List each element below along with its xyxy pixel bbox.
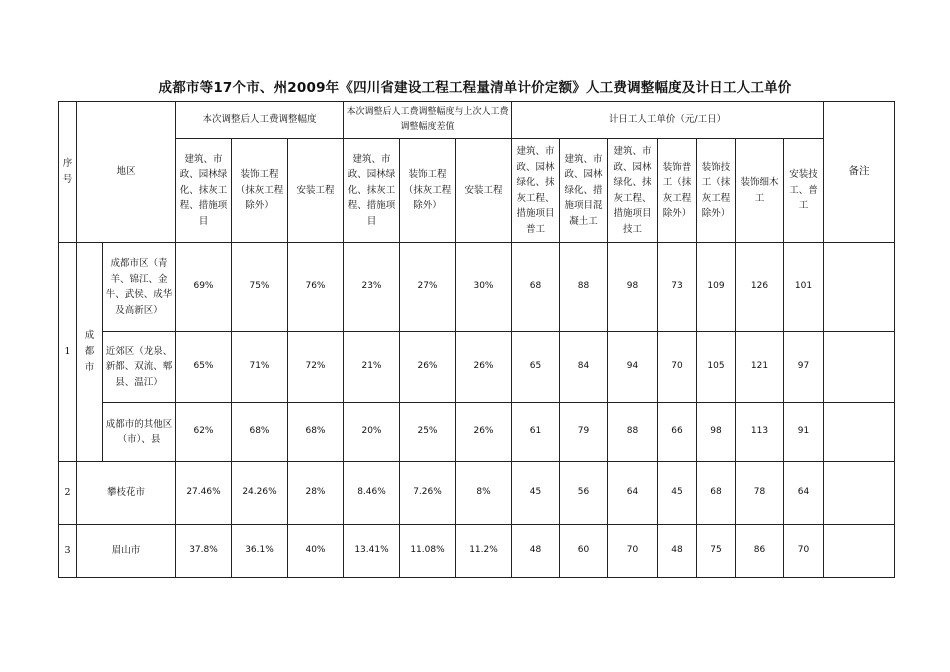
document-title: 成都市等17个市、州2009年《四川省建设工程工程量清单计价定额》人工费调整幅度及计日工人工单价	[158, 80, 792, 96]
value-cell: 48	[658, 525, 697, 578]
g3-col-header: 装饰技工（抹灰工程除外）	[697, 139, 736, 243]
g2-col-header: 安装工程	[456, 139, 512, 243]
value-cell: 68%	[232, 403, 288, 462]
table-row	[59, 525, 895, 578]
g3-col-header: 建筑、市政、园林绿化、抹灰工程、措施项目技工	[608, 139, 658, 243]
remark-cell	[824, 243, 895, 332]
table-row	[59, 332, 895, 403]
value-cell: 72%	[288, 332, 344, 403]
value-cell: 70	[608, 525, 658, 578]
value-cell: 71%	[232, 332, 288, 403]
value-cell: 27%	[400, 243, 456, 332]
value-cell: 23%	[344, 243, 400, 332]
value-cell: 21%	[344, 332, 400, 403]
remark-cell	[824, 525, 895, 578]
value-cell: 11.2%	[456, 525, 512, 578]
value-cell: 45	[658, 462, 697, 525]
seq-cell: 2	[59, 462, 77, 525]
value-cell: 75	[697, 525, 736, 578]
value-cell: 64	[608, 462, 658, 525]
g1-col-header: 安装工程	[288, 139, 344, 243]
value-cell: 109	[697, 243, 736, 332]
value-cell: 88	[560, 243, 608, 332]
value-cell: 60	[560, 525, 608, 578]
value-cell: 65%	[176, 332, 232, 403]
g2-col-header: 装饰工程（抹灰工程除外）	[400, 139, 456, 243]
group2-header: 本次调整后人工费调整幅度与上次人工费调整幅度差值	[344, 102, 512, 139]
g3-col-header: 安装技工、普工	[784, 139, 824, 243]
value-cell: 91	[784, 403, 824, 462]
table-row	[59, 462, 895, 525]
value-cell: 24.26%	[232, 462, 288, 525]
value-cell: 62%	[176, 403, 232, 462]
value-cell: 25%	[400, 403, 456, 462]
region-cell: 近郊区（龙泉、新都、双流、郫县、温江）	[103, 332, 176, 403]
g1-col-header: 装饰工程（抹灰工程除外）	[232, 139, 288, 243]
remark-header: 备注	[824, 102, 895, 243]
value-cell: 68	[512, 243, 560, 332]
value-cell: 65	[512, 332, 560, 403]
value-cell: 13.41%	[344, 525, 400, 578]
seq-cell: 1	[59, 243, 77, 462]
value-cell: 76%	[288, 243, 344, 332]
table-row	[59, 243, 895, 332]
seq-header: 序号	[59, 102, 77, 243]
value-cell: 113	[736, 403, 784, 462]
value-cell: 101	[784, 243, 824, 332]
value-cell: 86	[736, 525, 784, 578]
value-cell: 26%	[456, 403, 512, 462]
g3-col-header: 装饰普工（抹灰工程除外）	[658, 139, 697, 243]
g1-col-header: 建筑、市政、园林绿化、抹灰工程、措施项目	[176, 139, 232, 243]
region-cell: 成都市的其他区（市）、县	[103, 403, 176, 462]
value-cell: 84	[560, 332, 608, 403]
value-cell: 27.46%	[176, 462, 232, 525]
value-cell: 75%	[232, 243, 288, 332]
g3-col-header: 建筑、市政、园林绿化、抹灰工程、措施项目普工	[512, 139, 560, 243]
group3-header: 计日工人工单价（元/工日）	[512, 102, 824, 139]
remark-cell	[824, 332, 895, 403]
value-cell: 88	[608, 403, 658, 462]
value-cell: 79	[560, 403, 608, 462]
value-cell: 68%	[288, 403, 344, 462]
value-cell: 94	[608, 332, 658, 403]
labor-rate-table	[58, 101, 895, 578]
value-cell: 64	[784, 462, 824, 525]
value-cell: 26%	[400, 332, 456, 403]
value-cell: 20%	[344, 403, 400, 462]
value-cell: 70	[658, 332, 697, 403]
value-cell: 28%	[288, 462, 344, 525]
seq-cell: 3	[59, 525, 77, 578]
city-cell: 成都市	[77, 243, 103, 462]
region-cell: 眉山市	[77, 525, 176, 578]
value-cell: 68	[697, 462, 736, 525]
table-row	[59, 403, 895, 462]
g3-col-header: 装饰细木工	[736, 139, 784, 243]
value-cell: 45	[512, 462, 560, 525]
value-cell: 8%	[456, 462, 512, 525]
group1-header: 本次调整后人工费调整幅度	[176, 102, 344, 139]
region-cell: 成都市区（青羊、锦江、金牛、武侯、成华及高新区）	[103, 243, 176, 332]
value-cell: 97	[784, 332, 824, 403]
value-cell: 30%	[456, 243, 512, 332]
value-cell: 121	[736, 332, 784, 403]
value-cell: 56	[560, 462, 608, 525]
value-cell: 66	[658, 403, 697, 462]
value-cell: 37.8%	[176, 525, 232, 578]
value-cell: 11.08%	[400, 525, 456, 578]
value-cell: 48	[512, 525, 560, 578]
region-header: 地区	[77, 102, 176, 243]
remark-cell	[824, 403, 895, 462]
g2-col-header: 建筑、市政、园林绿化、抹灰工程、措施项目	[344, 139, 400, 243]
value-cell: 98	[608, 243, 658, 332]
value-cell: 61	[512, 403, 560, 462]
value-cell: 7.26%	[400, 462, 456, 525]
value-cell: 98	[697, 403, 736, 462]
value-cell: 105	[697, 332, 736, 403]
g3-col-header: 建筑、市政、园林绿化、措施项目混凝土工	[560, 139, 608, 243]
value-cell: 40%	[288, 525, 344, 578]
value-cell: 69%	[176, 243, 232, 332]
region-cell: 攀枝花市	[77, 462, 176, 525]
value-cell: 70	[784, 525, 824, 578]
value-cell: 73	[658, 243, 697, 332]
value-cell: 36.1%	[232, 525, 288, 578]
value-cell: 8.46%	[344, 462, 400, 525]
value-cell: 126	[736, 243, 784, 332]
value-cell: 26%	[456, 332, 512, 403]
remark-cell	[824, 462, 895, 525]
value-cell: 78	[736, 462, 784, 525]
